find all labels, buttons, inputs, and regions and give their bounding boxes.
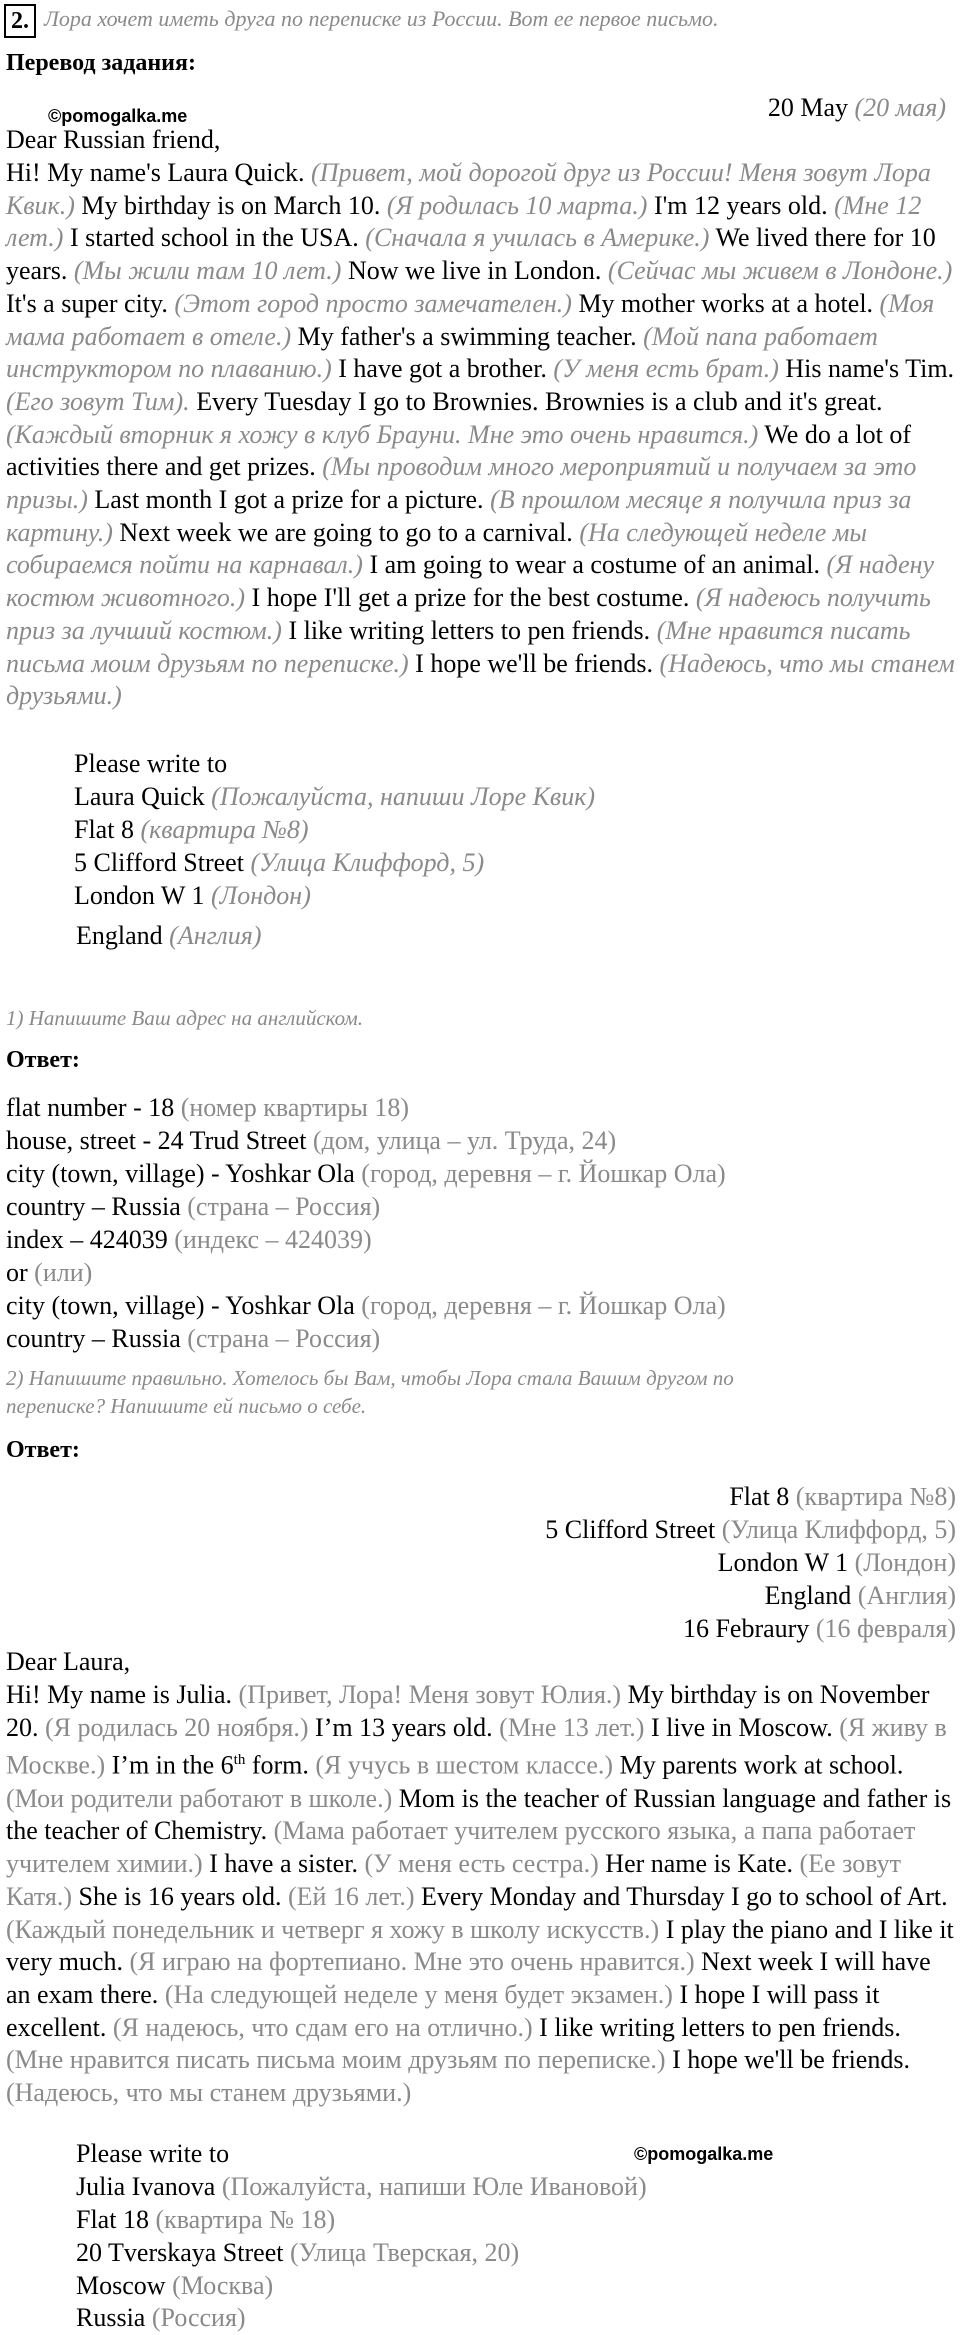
letter1-date-en: 20 May	[767, 93, 848, 122]
header-en: London W 1	[717, 1548, 855, 1577]
address-ru: (квартира №8)	[140, 815, 309, 844]
sentence-ru: (Я живу в Москве.)	[6, 1712, 947, 1781]
sentence-en: Next week we are going to go to a carnival.	[112, 517, 580, 547]
address-en: London W 1	[74, 881, 211, 910]
line-en: city (town, village) - Yoshkar Ola	[6, 1159, 362, 1188]
sentence-en: form.	[245, 1751, 316, 1781]
question-2-line1: 2) Напишите правильно. Хотелось бы Вам, чтобы Лора стала Вашим другом по	[6, 1366, 734, 1390]
header-en: England	[764, 1581, 858, 1610]
line-ru: (номер квартиры 18)	[180, 1093, 409, 1122]
sentence-en: I like writing letters to pen friends.	[532, 2012, 901, 2042]
sentence-ru: (Привет, Лора! Меня зовут Юлия.)	[238, 1680, 622, 1709]
address-ru: (квартира № 18)	[155, 2205, 336, 2234]
sentence-ru: (Каждый вторник я хожу в клуб Брауни. Мне это очень нравится.)	[6, 419, 759, 449]
address-ru: (Пожалуйста, напиши Лоре Квик)	[211, 782, 596, 811]
address-ru: (Лондон)	[210, 881, 311, 910]
address-en: Flat 8	[74, 815, 141, 844]
sentence-ru: (Мои родители работают в школе.)	[6, 1783, 393, 1813]
answer-label-1: Ответ:	[6, 1047, 80, 1073]
letter1-address-line	[74, 847, 484, 879]
letter2-header-line	[729, 1481, 956, 1513]
header-ru: (квартира №8)	[795, 1482, 956, 1511]
address-ru: (Пожалуйста, напиши Юле Ивановой)	[221, 2172, 647, 2201]
ordinal-suffix: th	[233, 1752, 246, 1769]
sentence-en: Mom is the teacher of Russian language and father is the teacher of Chemistry.	[6, 1783, 952, 1846]
letter2-header-line	[545, 1514, 956, 1546]
address-ru: (Англия)	[169, 921, 262, 950]
letter1-date-ru: (20 мая)	[854, 93, 946, 122]
sentence-en: Next week I will have an exam there.	[6, 1947, 931, 2009]
header-en: Flat 8	[729, 1482, 796, 1511]
sentence-ru: (Мне 13 лет.)	[499, 1712, 645, 1742]
sentence-ru: (Я родилась 10 марта.)	[386, 190, 648, 220]
address-en: Flat 18	[76, 2205, 156, 2234]
sentence-en: She is 16 years old.	[72, 1881, 288, 1911]
line-ru: (или)	[34, 1258, 93, 1287]
address-en: England	[76, 921, 170, 950]
sentence-ru: (Ее зовут Катя.)	[6, 1849, 901, 1911]
sentence-en: Last month I got a prize for a picture.	[87, 485, 491, 515]
letter2-address-line	[76, 2237, 519, 2269]
header-en: 5 Clifford Street	[545, 1515, 722, 1544]
answer1-line	[6, 1158, 726, 1190]
sentence-ru: (Надеюсь, что мы станем друзьями.)	[6, 648, 955, 711]
sentence-ru: (Каждый понедельник и четверг я хожу в школу искусств.)	[6, 1914, 660, 1944]
letter1-body	[6, 157, 956, 713]
letter2-address-line	[76, 2171, 647, 2203]
line-ru: (город, деревня – г. Йошкар Ола)	[361, 1159, 726, 1188]
sentence-ru: (Я учусь в шестом классе.)	[315, 1751, 614, 1781]
sentence-ru: (Надеюсь, что мы станем друзьями.)	[6, 2078, 412, 2108]
sentence-en: My parents work at school.	[613, 1751, 904, 1781]
address-en: Please write to	[74, 749, 228, 778]
sentence-en: We do a lot of activities there and get prizes.	[6, 419, 911, 482]
address-en: Julia Ivanova	[76, 2172, 222, 2201]
sentence-ru: (Этот город просто замечателен.)	[174, 288, 572, 318]
sentence-ru: (Мне нравится писать письма моим друзьям по переписке.)	[6, 615, 911, 678]
letter1-date	[768, 92, 946, 124]
sentence-ru: (Сначала я училась в Америке.)	[365, 223, 710, 253]
answer1-line	[6, 1257, 92, 1289]
sentence-ru: (У меня есть сестра.)	[364, 1849, 599, 1879]
sentence-en: I am going to wear a costume of an animal.	[362, 550, 827, 580]
sentence-en: I hope I will pass it excellent.	[6, 1979, 880, 2042]
sentence-ru: (Сейчас мы живем в Лондоне.)	[607, 256, 953, 286]
letter1-greeting: Dear Russian friend,	[6, 125, 221, 154]
sentence-en: Every Tuesday I go to Brownies. Brownies is a club and it's great.	[189, 386, 883, 416]
line-ru: (страна – Россия)	[187, 1324, 381, 1353]
answer1-line	[6, 1092, 409, 1124]
header-ru: (Англия)	[857, 1581, 956, 1610]
line-en: flat number - 18	[6, 1093, 181, 1122]
sentence-ru: (Я играю на фортепиано. Мне это очень нравится.)	[129, 1947, 695, 1977]
sentence-en: Every Monday and Thursday I go to school of Art.	[414, 1881, 948, 1911]
address-ru: (Улица Клиффорд, 5)	[250, 848, 485, 877]
sentence-ru: (Мама работает учителем русского языка, а папа работает учителем химии.)	[6, 1816, 916, 1879]
line-en: country – Russia	[6, 1324, 188, 1353]
sentence-en: My mother works at a hotel.	[571, 288, 880, 318]
sentence-ru: (Мне 12 лет.)	[6, 190, 922, 253]
letter1-address-line	[74, 880, 311, 912]
line-ru: (дом, улица – ул. Труда, 24)	[312, 1126, 617, 1155]
sentence-en: His name's Tim.	[778, 354, 955, 384]
sentence-ru: (Привет, мой дорогой друг из России! Меня зовут Лора Квик.)	[6, 158, 931, 220]
address-en: Please write to	[76, 2139, 230, 2168]
line-en: house, street - 24 Trud Street	[6, 1126, 313, 1155]
line-en: or	[6, 1258, 35, 1287]
sentence-ru: (У меня есть брат.)	[553, 354, 779, 384]
address-en: 20 Tverskaya Street	[76, 2238, 290, 2267]
task-number: 2.	[4, 4, 36, 38]
sentence-ru: (На следующей неделе у меня будет экзамен.)	[164, 1979, 673, 2009]
sentence-en: My father's a swimming teacher.	[291, 321, 644, 351]
sentence-en: Now we live in London.	[341, 256, 608, 286]
letter2-address-line	[76, 2138, 229, 2170]
address-en: Laura Quick	[74, 782, 212, 811]
address-ru: (Москва)	[172, 2271, 274, 2300]
address-en: Moscow	[76, 2271, 173, 2300]
sentence-en: It's a super city.	[6, 288, 175, 318]
question-1: 1) Напишите Ваш адрес на английском.	[6, 1006, 364, 1030]
letter2-greeting: Dear Laura,	[6, 1647, 131, 1676]
header-ru: (Лондон)	[854, 1548, 956, 1577]
sentence-ru: (Я родилась 20 ноября.)	[45, 1712, 309, 1742]
letter1-address-line	[74, 814, 309, 846]
sentence-ru: (Моя мама работает в отеле.)	[6, 288, 935, 351]
sentence-en: Hi! My name's Laura Quick.	[6, 158, 312, 187]
sentence-en: I have got a brother.	[331, 354, 554, 384]
answer1-line	[6, 1125, 616, 1157]
header-en: 16 Febraury	[682, 1614, 816, 1643]
sentence-ru: (В прошлом месяце я получила приз за картину.)	[6, 485, 912, 547]
line-ru: (индекс – 424039)	[174, 1225, 372, 1254]
letter2-header-line	[683, 1613, 956, 1645]
line-en: index – 424039	[6, 1225, 175, 1254]
header-ru: (Улица Клиффорд, 5)	[721, 1515, 956, 1544]
answer1-line	[6, 1191, 380, 1223]
answer1-line	[6, 1290, 726, 1322]
letter2-header-line	[718, 1547, 956, 1579]
sentence-ru: (Мы жили там 10 лет.)	[73, 256, 342, 286]
letter2-address-line	[76, 2270, 273, 2302]
answer1-line	[6, 1323, 380, 1355]
task-text: Лора хочет иметь друга по переписке из России. Вот ее первое письмо.	[44, 6, 719, 31]
letter1-address-line	[74, 748, 227, 780]
address-ru: (Россия)	[151, 2303, 246, 2332]
letter1-address-line	[74, 781, 595, 813]
sentence-ru: (Я надену костюм животного.)	[6, 550, 935, 613]
sentence-en: My birthday is on March 10.	[74, 190, 387, 220]
sentence-ru: (Мой папа работает инструктором по плаванию.)	[6, 321, 878, 384]
sentence-en: I started school in the USA.	[63, 223, 366, 253]
line-ru: (город, деревня – г. Йошкар Ола)	[361, 1291, 726, 1320]
sentence-ru: (Мы проводим много мероприятий и получаем за это призы.)	[6, 452, 917, 515]
line-en: city (town, village) - Yoshkar Ola	[6, 1291, 362, 1320]
sentence-ru: (Его зовут Тим).	[6, 386, 190, 416]
sentence-en: I live in Moscow.	[644, 1712, 840, 1742]
letter2-address-line	[76, 2302, 246, 2334]
line-en: country – Russia	[6, 1192, 188, 1221]
letter1-address-line	[76, 920, 261, 952]
sentence-ru: (Я надеюсь, что сдам его на отлично.)	[112, 2012, 533, 2042]
watermark-top: ©pomogalka.me	[48, 106, 188, 126]
translation-heading: Перевод задания:	[6, 50, 196, 76]
line-ru: (страна – Россия)	[187, 1192, 381, 1221]
address-ru: (Улица Тверская, 20)	[289, 2238, 520, 2267]
sentence-en: I'm 12 years old.	[647, 190, 835, 220]
address-en: Russia	[76, 2303, 152, 2332]
sentence-ru: (На следующей неделе мы собираемся пойти на карнавал.)	[6, 517, 868, 580]
sentence-en: I hope I'll get a prize for the best costume.	[245, 583, 696, 613]
sentence-en: I have a sister.	[202, 1849, 365, 1879]
sentence-en: I’m in the 6	[105, 1751, 234, 1781]
sentence-ru: (Я надеюсь получить приз за лучший костюм.)	[6, 583, 931, 645]
answer1-line	[6, 1224, 372, 1256]
sentence-ru: (Ей 16 лет.)	[287, 1881, 415, 1911]
address-en: 5 Clifford Street	[74, 848, 251, 877]
sentence-en: We lived there for 10 years.	[6, 223, 936, 286]
header-ru: (16 февраля)	[815, 1614, 956, 1643]
watermark-bottom: ©pomogalka.me	[634, 2144, 774, 2164]
letter2-address-line	[76, 2204, 335, 2236]
sentence-en: I hope we'll be friends.	[408, 648, 660, 678]
sentence-en: My birthday is on November 20.	[6, 1680, 930, 1742]
sentence-en: I like writing letters to pen friends.	[281, 615, 657, 645]
sentence-en: I hope we'll be friends.	[665, 2045, 910, 2075]
letter2-header-line	[765, 1580, 956, 1612]
sentence-ru: (Мне нравится писать письма моим друзьям по переписке.)	[6, 2045, 666, 2075]
sentence-en: Her name is Kate.	[598, 1849, 800, 1879]
sentence-en: Hi! My name is Julia.	[6, 1680, 239, 1709]
answer-label-2: Ответ:	[6, 1437, 80, 1463]
letter2-body	[6, 1679, 956, 2110]
sentence-en: I play the piano and I like it very much.	[6, 1914, 954, 1977]
question-2-line2: переписке? Напишите ей письмо о себе.	[6, 1394, 367, 1418]
sentence-en: I’m 13 years old.	[308, 1712, 500, 1742]
